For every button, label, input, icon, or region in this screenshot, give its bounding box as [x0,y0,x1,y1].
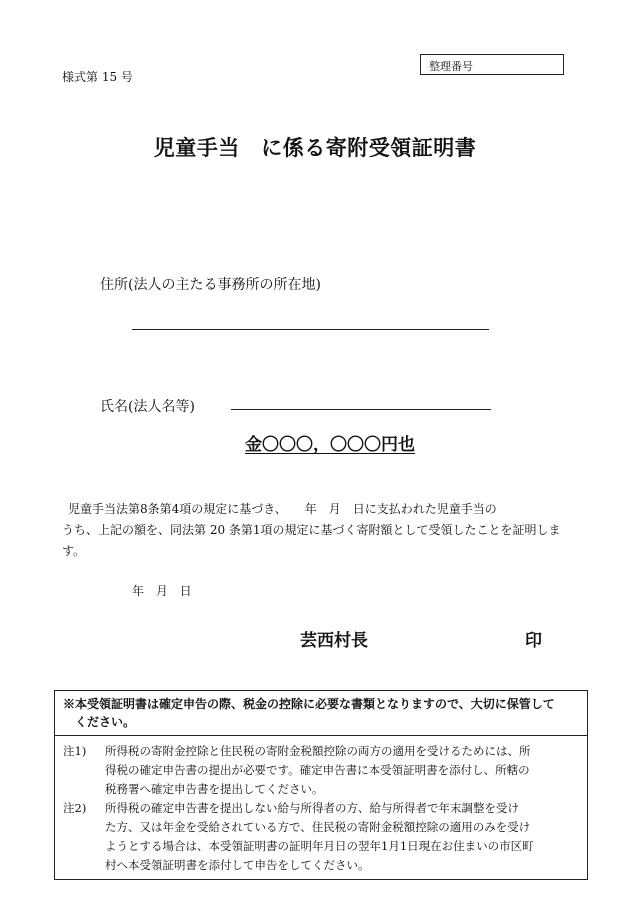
donation-amount: 金〇〇〇，〇〇〇円也 [245,435,415,455]
address-blank-line [132,329,489,330]
reference-number-box: 整理番号 [420,54,564,75]
statement-line-2: うち、上記の額を、同法第 20 条第1項の規定に基づく寄附額として受領したことを証明しま [62,523,561,537]
seal-mark: 印 [525,631,542,651]
note-2-tag: 注2) [63,801,87,815]
address-label: 住所(法人の主たる事務所の所在地) [100,277,321,293]
issuer-title: 芸西村長 [300,631,368,651]
certification-statement [62,499,580,562]
note-2-line: た方、又は年金を受給されている方で、住民税の寄附金税額控除の適用のみを受け [105,820,531,834]
note-1-line: 得税の確定申告書の提出が必要です。確定申告書に本受領証明書を添付し、所轄の [105,763,530,777]
certification-date: 年 月 日 [132,584,192,598]
name-label: 氏名(法人名等) [100,399,195,415]
notice-heading-line-2: ください。 [75,715,136,729]
note-1-line: 税務署へ確定申告書を提出してください。 [105,782,324,796]
note-2-line: ようとする場合は、本受領証明書の証明年月日の翌年1月1日現在お住まいの市区町 [105,839,534,853]
note-1-line: 所得税の寄附金控除と住民税の寄附金税額控除の両方の適用を受けるためには、所 [105,744,531,758]
notice-box [54,690,588,880]
notice-heading-line-1: ※本受領証明書は確定申告の際、税金の控除に必要な書類となりますので、大切に保管して [63,697,555,711]
statement-line-1: 児童手当法第8条第4項の規定に基づき、 年 月 日に支払われた児童手当の [68,502,497,516]
statement-line-3: す。 [62,544,86,558]
note-1-tag: 注1) [63,744,87,758]
document-title: 児童手当 に係る寄附受領証明書 [153,135,477,160]
note-2 [63,799,581,875]
note-1 [63,742,581,799]
form-number: 様式第 15 号 [62,70,133,84]
name-blank-line [231,409,491,410]
note-2-line: 村へ本受領証明書を添付して申告をしてください。 [105,858,370,872]
note-2-line: 所得税の確定申告書を提出しない給与所得者の方、給与所得者で年末調整を受け [105,801,519,815]
notice-heading [55,691,587,736]
